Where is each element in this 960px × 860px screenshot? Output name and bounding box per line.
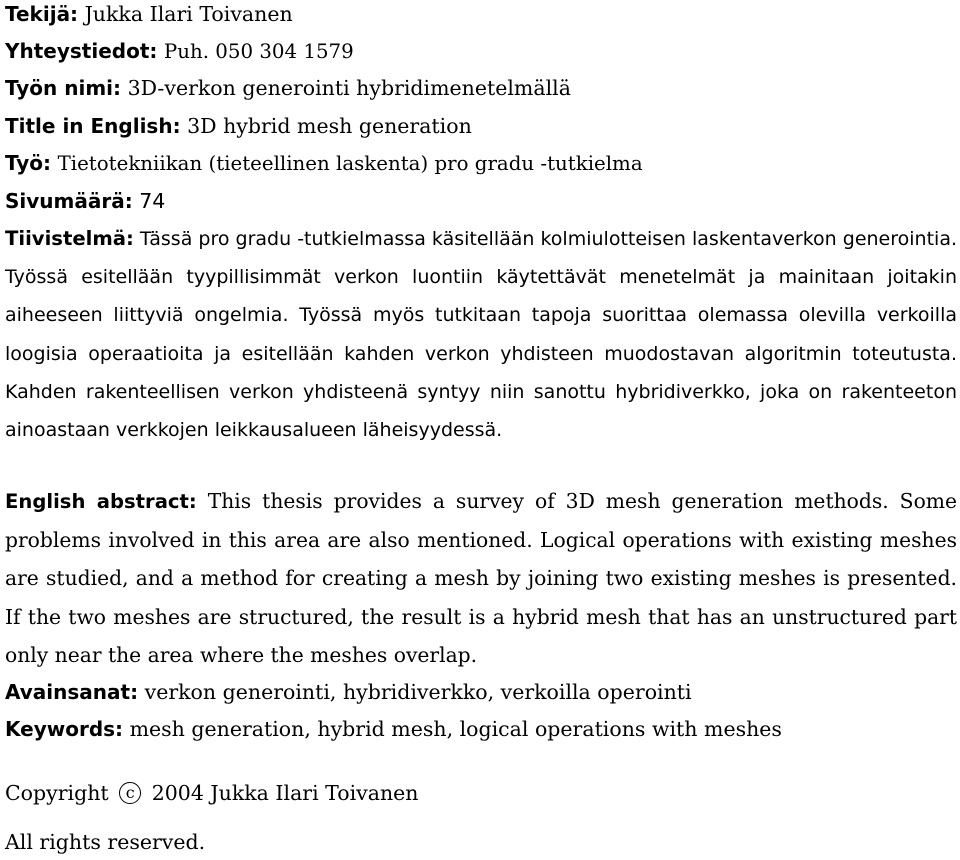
author-line	[5, 2, 293, 26]
copyright-word: Copyright	[5, 781, 109, 805]
keywords-en-line	[5, 717, 782, 741]
abstract-en-label: English abstract:	[5, 490, 197, 513]
copyright-symbol: c	[119, 782, 141, 804]
contact-value: Puh. 050 304 1579	[163, 40, 354, 63]
copyright-text: 2004 Jukka Ilari Toivanen	[151, 781, 419, 805]
contact-label: Yhteystiedot:	[5, 39, 158, 63]
contact-line	[5, 39, 354, 64]
abstract-fi-text: Tässä pro gradu -tutkielmassa käsitellään kolmiulotteisen laskentaverkon generointia. Työssä esitellään tyypillisimmät verkon luontiin käytettävät menetelmät ja mainitaan joitakin aiheeseen liittyviä ongelmia. Työssä myös tutkitaan tapoja suorittaa olemassa olevilla verkoilla loogisia operaatioita ja esitellään kahden verkon yhdisteen muodostavan algoritmin toteutusta. Kahden rakenteellisen verkon yhdisteenä syntyy niin sanottu hybridiverkko, joka on rakenteeton ainoastaan verkkojen leikkausalueen läheisyydessä.	[5, 228, 957, 442]
title-en-line	[5, 114, 472, 138]
copyright-line	[5, 781, 418, 805]
keywords-fi-line	[5, 680, 692, 704]
title-en-label: Title in English:	[5, 114, 181, 138]
title-en-value: 3D hybrid mesh generation	[187, 114, 472, 138]
work-name-value: 3D-verkon generointi hybridimenetelmällä	[127, 76, 571, 100]
pages-value: 74	[139, 189, 166, 213]
work-type-label: Työ:	[5, 151, 52, 175]
abstract-fi-label: Tiivistelmä:	[5, 227, 134, 250]
abstract-en-text: This thesis provides a survey of 3D mesh generation methods. Some problems involved in this area are also mentioned. Logical operations with existing meshes are studied, and a method for creating a mesh by joining two existing meshes is presented. If the two meshes are structured, the result is a hybrid mesh that has an unstructured part only near the area where the meshes overlap.	[5, 489, 958, 667]
rights-line: All rights reserved.	[5, 830, 206, 854]
author-value: Jukka Ilari Toivanen	[84, 2, 293, 26]
work-type-line	[5, 151, 643, 176]
keywords-en-value: mesh generation, hybrid mesh, logical operations with meshes	[129, 717, 782, 741]
pages-line	[5, 189, 165, 213]
author-label: Tekijä:	[5, 2, 79, 26]
work-name-label: Työn nimi:	[5, 76, 122, 100]
work-name-line	[5, 76, 571, 100]
keywords-fi-label: Avainsanat:	[5, 680, 139, 704]
abstract-en	[5, 482, 957, 674]
work-type-value: Tietotekniikan (tieteellinen laskenta) pro gradu -tutkielma	[57, 152, 643, 175]
keywords-en-label: Keywords:	[5, 717, 124, 741]
abstract-fi	[5, 220, 957, 449]
keywords-fi-value: verkon generointi, hybridiverkko, verkoilla operointi	[144, 680, 692, 704]
pages-label: Sivumäärä:	[5, 189, 133, 213]
